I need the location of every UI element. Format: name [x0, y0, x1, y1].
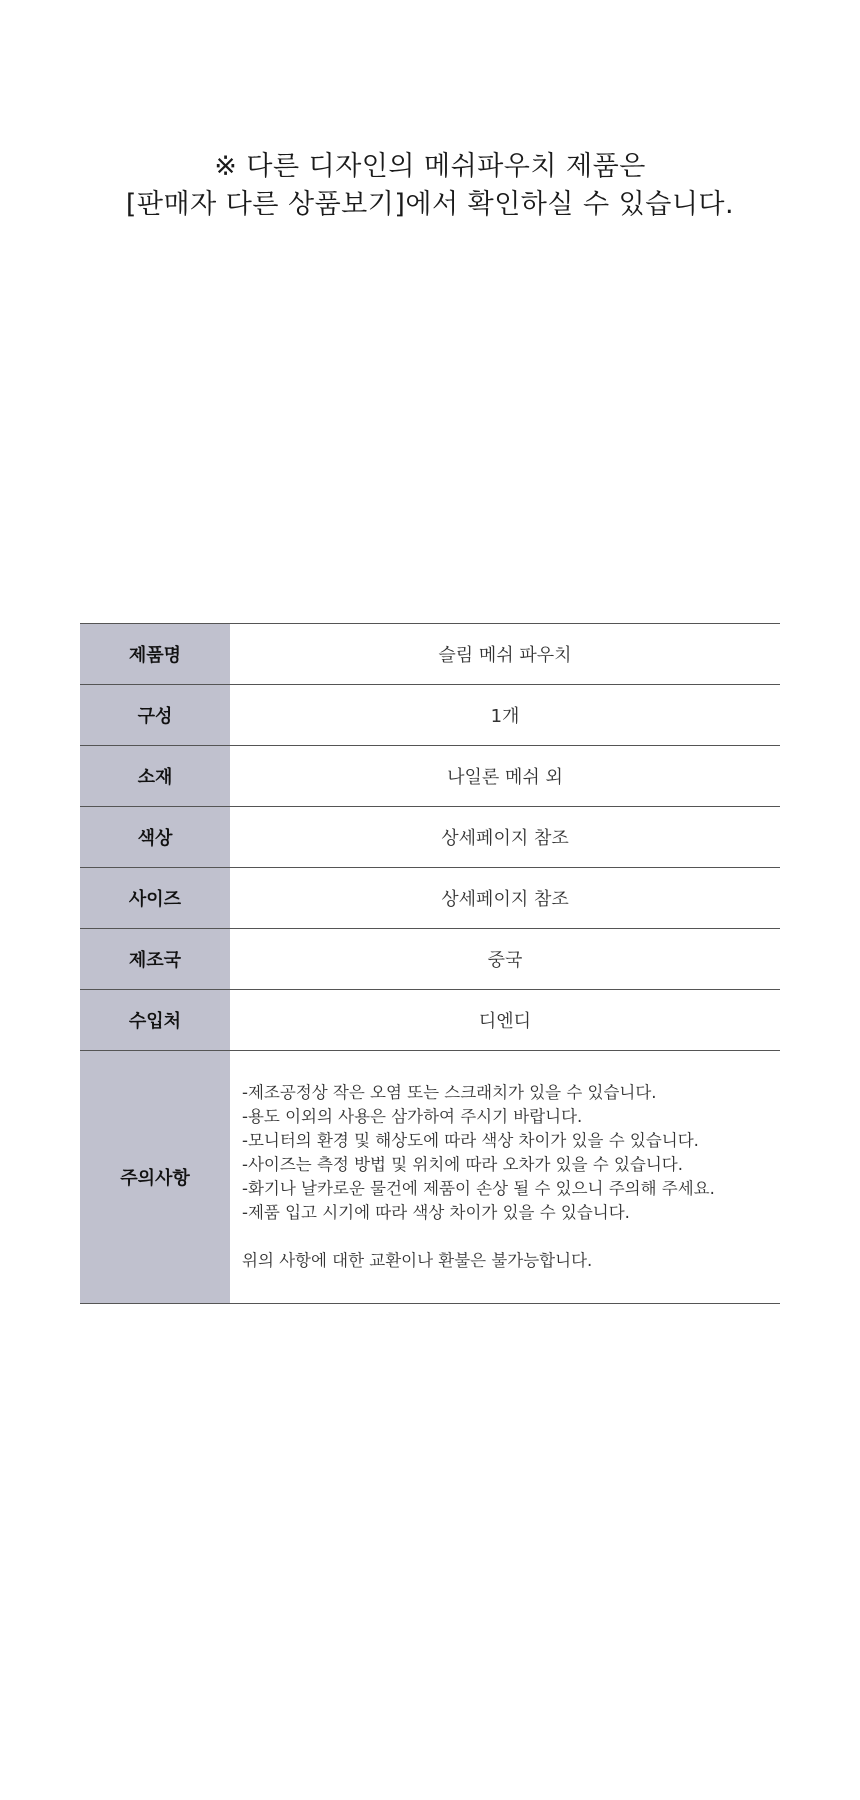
spec-row-origin: [80, 929, 780, 990]
notice-line-1: ※ 다른 디자인의 메쉬파우치 제품은: [214, 151, 646, 182]
spec-row-color: [80, 807, 780, 868]
notice-line-2: [판매자 다른 상품보기]에서 확인하실 수 있습니다.: [125, 189, 735, 220]
notice-text: [0, 148, 860, 224]
spec-value: 중국: [487, 950, 523, 971]
product-spec-table: [80, 623, 780, 1304]
spec-row-material: [80, 746, 780, 807]
caution-list: [242, 1081, 780, 1225]
spec-label: 수입처: [80, 990, 230, 1051]
spec-row-product-name: [80, 624, 780, 685]
spec-row-importer: [80, 990, 780, 1051]
caution-item: -화기나 날카로운 물건에 제품이 손상 될 수 있으니 주의해 주세요.: [242, 1179, 715, 1198]
spec-row-caution: [80, 1051, 780, 1304]
spec-value: 상세페이지 참조: [441, 828, 569, 849]
spec-value: 상세페이지 참조: [441, 889, 569, 910]
spec-label: 제품명: [80, 624, 230, 685]
spec-value: 슬림 메쉬 파우치: [438, 645, 572, 666]
spec-value: 1개: [490, 706, 520, 727]
caution-label: 주의사항: [80, 1051, 230, 1304]
spec-value: 디엔디: [478, 1011, 532, 1032]
caution-content: [230, 1051, 780, 1304]
spec-label: 제조국: [80, 929, 230, 990]
spec-row-composition: [80, 685, 780, 746]
spec-label: 소재: [80, 746, 230, 807]
caution-item: -제조공정상 작은 오염 또는 스크래치가 있을 수 있습니다.: [242, 1083, 657, 1102]
spec-label: 구성: [80, 685, 230, 746]
spec-label: 사이즈: [80, 868, 230, 929]
caution-item: -모니터의 환경 및 해상도에 따라 색상 차이가 있을 수 있습니다.: [242, 1131, 699, 1150]
spec-label: 색상: [80, 807, 230, 868]
caution-note: 위의 사항에 대한 교환이나 환불은 불가능합니다.: [242, 1251, 593, 1270]
spec-row-size: [80, 868, 780, 929]
caution-item: -제품 입고 시기에 따라 색상 차이가 있을 수 있습니다.: [242, 1203, 630, 1222]
caution-item: -사이즈는 측정 방법 및 위치에 따라 오차가 있을 수 있습니다.: [242, 1155, 683, 1174]
caution-item: -용도 이외의 사용은 삼가하여 주시기 바랍니다.: [242, 1107, 583, 1126]
spec-value: 나일론 메쉬 외: [447, 767, 563, 788]
